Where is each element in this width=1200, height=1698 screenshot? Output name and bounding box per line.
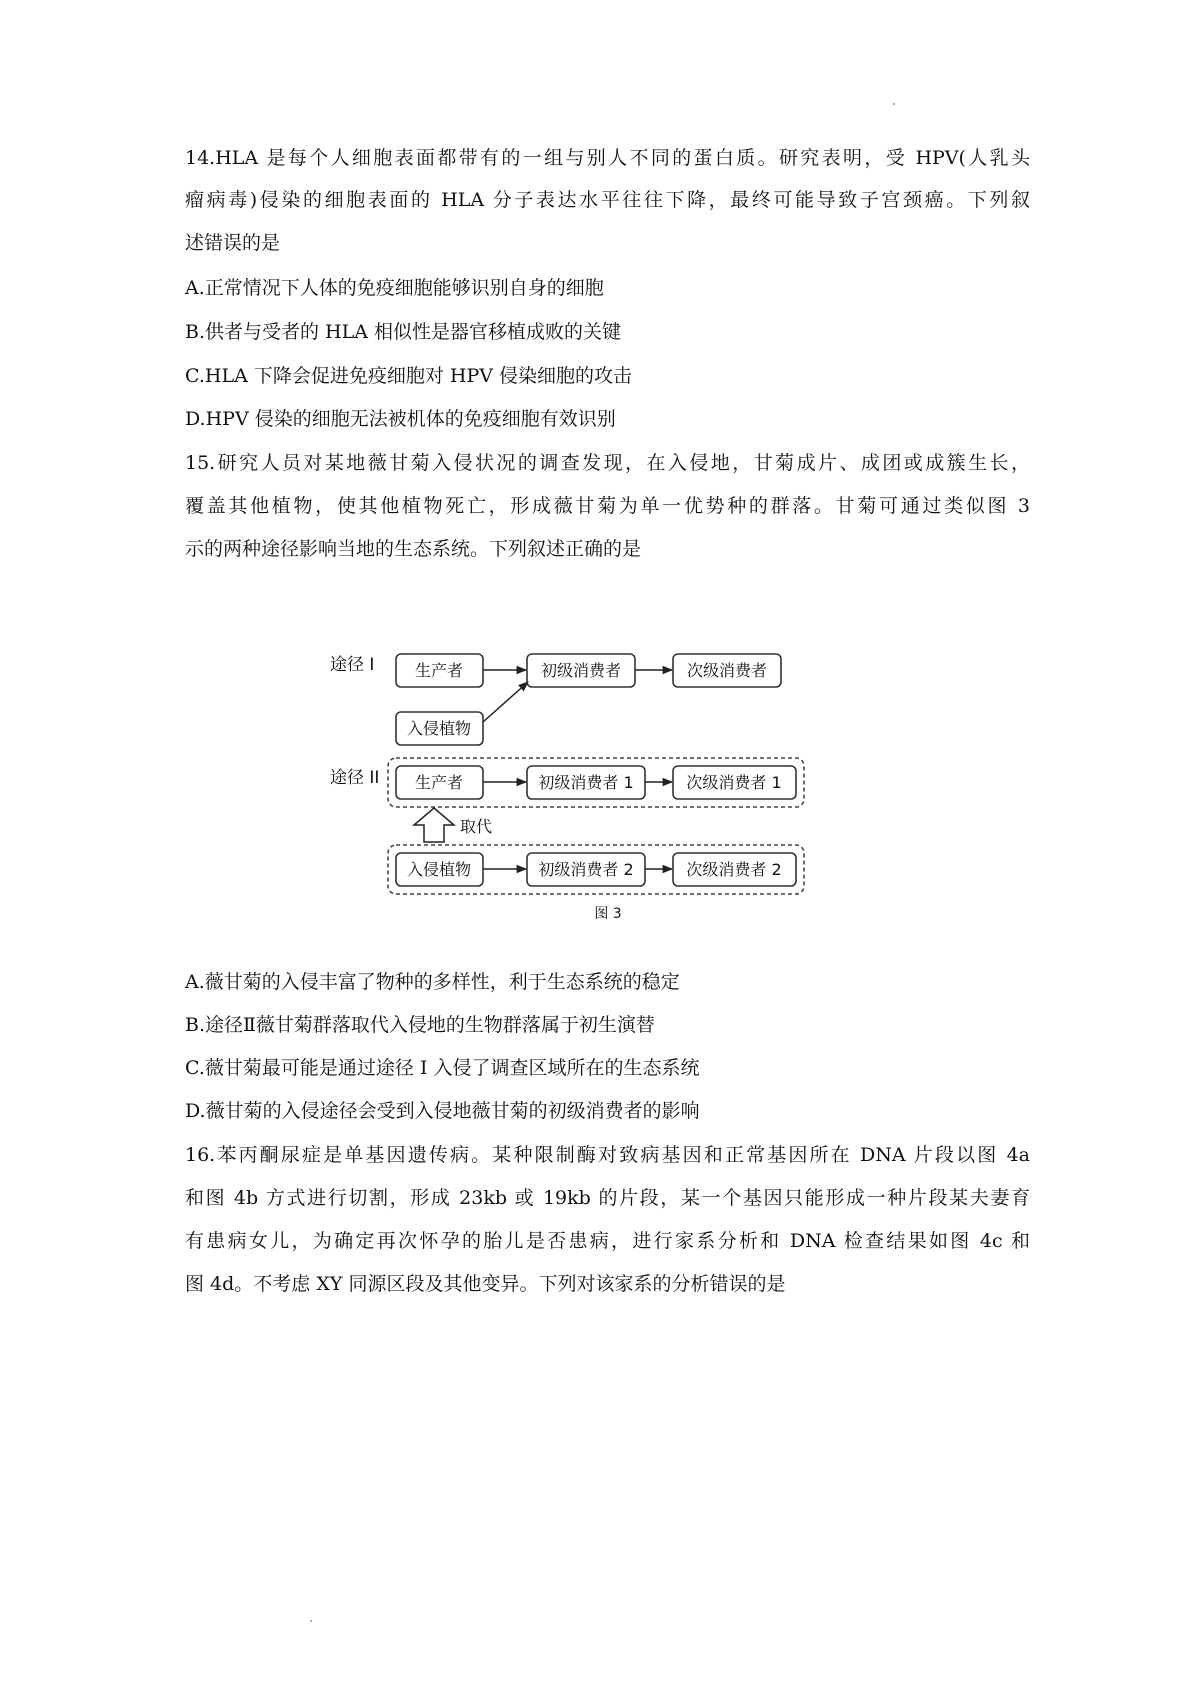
q14-stem-line-1: 14.HLA 是每个人细胞表面都带有的一组与别人不同的蛋白质。研究表明，受 HPV(人乳头 — [185, 147, 1030, 169]
q15-stem-line-2: 覆盖其他植物，使其他植物死亡，形成薇甘菊为单一优势种的群落。甘菊可通过类似图 3 — [185, 495, 1030, 517]
replace-label: 取代 — [460, 817, 493, 836]
q15-option-b: B.途径Ⅱ薇甘菊群落取代入侵地的生物群落属于初生演替 — [185, 1014, 655, 1036]
q16-stem-line-1: 16.苯丙酮尿症是单基因遗传病。某种限制酶对致病基因和正常基因所在 DNA 片段以图 4a — [185, 1144, 1030, 1166]
q15-stem-line-3: 示的两种途径影响当地的生态系统。下列叙述正确的是 — [185, 538, 642, 560]
q14-stem-line-2: 瘤病毒)侵染的细胞表面的 HLA 分子表达水平往往下降，最终可能导致子宫颈癌。下列叙 — [185, 189, 1030, 211]
path2-secondary-consumer-1-label: 次级消费者 1 — [686, 773, 782, 792]
path1-invasive-plant-label: 入侵植物 — [406, 719, 472, 738]
q15-option-d: D.薇甘菊的入侵途径会受到入侵地薇甘菊的初级消费者的影响 — [185, 1100, 700, 1122]
path2-primary-consumer-1-label: 初级消费者 1 — [538, 773, 634, 792]
figure-3-diagram — [320, 640, 895, 925]
figure-3-caption: 图 3 — [594, 906, 622, 922]
path2-label: 途径 II — [330, 768, 380, 788]
q16-stem-line-3: 有患病女儿，为确定再次怀孕的胎儿是否患病，进行家系分析和 DNA 检查结果如图 4c 和 — [185, 1230, 1030, 1252]
q16-stem-line-4: 图 4d。不考虑 XY 同源区段及其他变异。下列对该家系的分析错误的是 — [185, 1273, 786, 1295]
path1-primary-consumer-label: 初级消费者 — [540, 661, 622, 680]
path1-label: 途径 I — [330, 655, 375, 675]
q14-option-c: C.HLA 下降会促进免疫细胞对 HPV 侵染细胞的攻击 — [185, 365, 633, 387]
q16-stem-line-2: 和图 4b 方式进行切割，形成 23kb 或 19kb 的片段，某一个基因只能形成一种片段某夫妻育 — [185, 1187, 1030, 1209]
scan-speck — [310, 1620, 312, 1622]
scan-speck — [893, 103, 895, 105]
q15-stem-line-1: 15.研究人员对某地薇甘菊入侵状况的调查发现，在入侵地，甘菊成片、成团或成簇生长， — [185, 452, 1030, 474]
q14-option-b: B.供者与受者的 HLA 相似性是器官移植成败的关键 — [185, 321, 621, 343]
q15-option-c: C.薇甘菊最可能是通过途径 I 入侵了调查区域所在的生态系统 — [185, 1057, 700, 1079]
q14-option-a: A.正常情况下人体的免疫细胞能够识别自身的细胞 — [185, 277, 604, 299]
path2-secondary-consumer-2-label: 次级消费者 2 — [686, 860, 782, 879]
path2-invasive-plant-label: 入侵植物 — [406, 860, 472, 879]
path2-producer-label: 生产者 — [414, 773, 464, 792]
q14-stem-line-3: 述错误的是 — [185, 232, 281, 254]
q14-option-d: D.HPV 侵染的细胞无法被机体的免疫细胞有效识别 — [185, 408, 616, 430]
replace-arrow-icon — [414, 808, 454, 842]
path1-arrow-invasive — [483, 682, 528, 722]
path1-secondary-consumer-label: 次级消费者 — [686, 661, 768, 680]
path2-primary-consumer-2-label: 初级消费者 2 — [538, 860, 634, 879]
path1-producer-label: 生产者 — [414, 661, 464, 680]
q15-option-a: A.薇甘菊的入侵丰富了物种的多样性，利于生态系统的稳定 — [185, 971, 680, 993]
